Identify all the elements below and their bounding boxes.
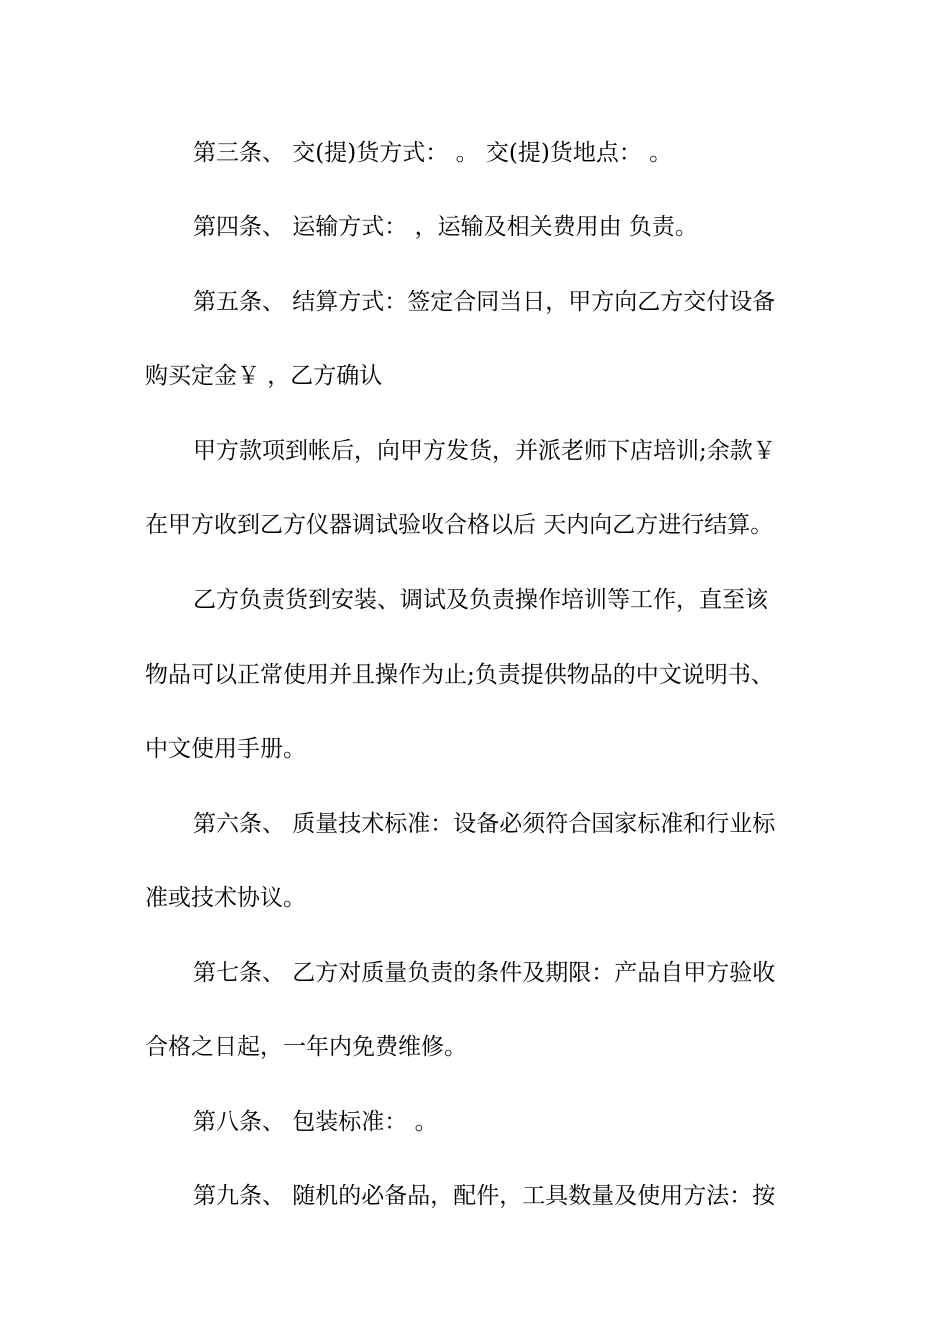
text-line: 第九条、 随机的必备品，配件，工具数量及使用方法：按 — [193, 1183, 776, 1209]
text-line: 在甲方收到乙方仪器调试验收合格以后 天内向乙方进行结算。 — [145, 512, 774, 538]
text-line: 中文使用手册。 — [145, 736, 306, 762]
text-line: 甲方款项到帐后，向甲方发货，并派老师下店培训;余款￥ — [193, 438, 776, 464]
text-line: 乙方负责货到安装、调试及负责操作培训等工作，直至该 — [193, 587, 768, 613]
text-line: 第四条、 运输方式： ，运输及相关费用由 负责。 — [193, 214, 698, 240]
text-line: 第六条、 质量技术标准：设备必须符合国家标准和行业标 — [193, 811, 776, 837]
text-line: 第五条、 结算方式：签定合同当日，甲方向乙方交付设备 — [193, 289, 776, 315]
text-line: 第七条、 乙方对质量负责的条件及期限：产品自甲方验收 — [193, 960, 776, 986]
text-line: 物品可以正常使用并且操作为止;负责提供物品的中文说明书、 — [145, 662, 774, 688]
text-line: 购买定金￥ ，乙方确认 — [145, 363, 383, 389]
text-line: 第八条、 包装标准： 。 — [193, 1109, 438, 1135]
text-line: 准或技术协议。 — [145, 885, 306, 911]
text-line: 第三条、 交(提)货方式： 。 交(提)货地点： 。 — [193, 140, 673, 166]
text-line: 合格之日起，一年内免费维修。 — [145, 1034, 467, 1060]
